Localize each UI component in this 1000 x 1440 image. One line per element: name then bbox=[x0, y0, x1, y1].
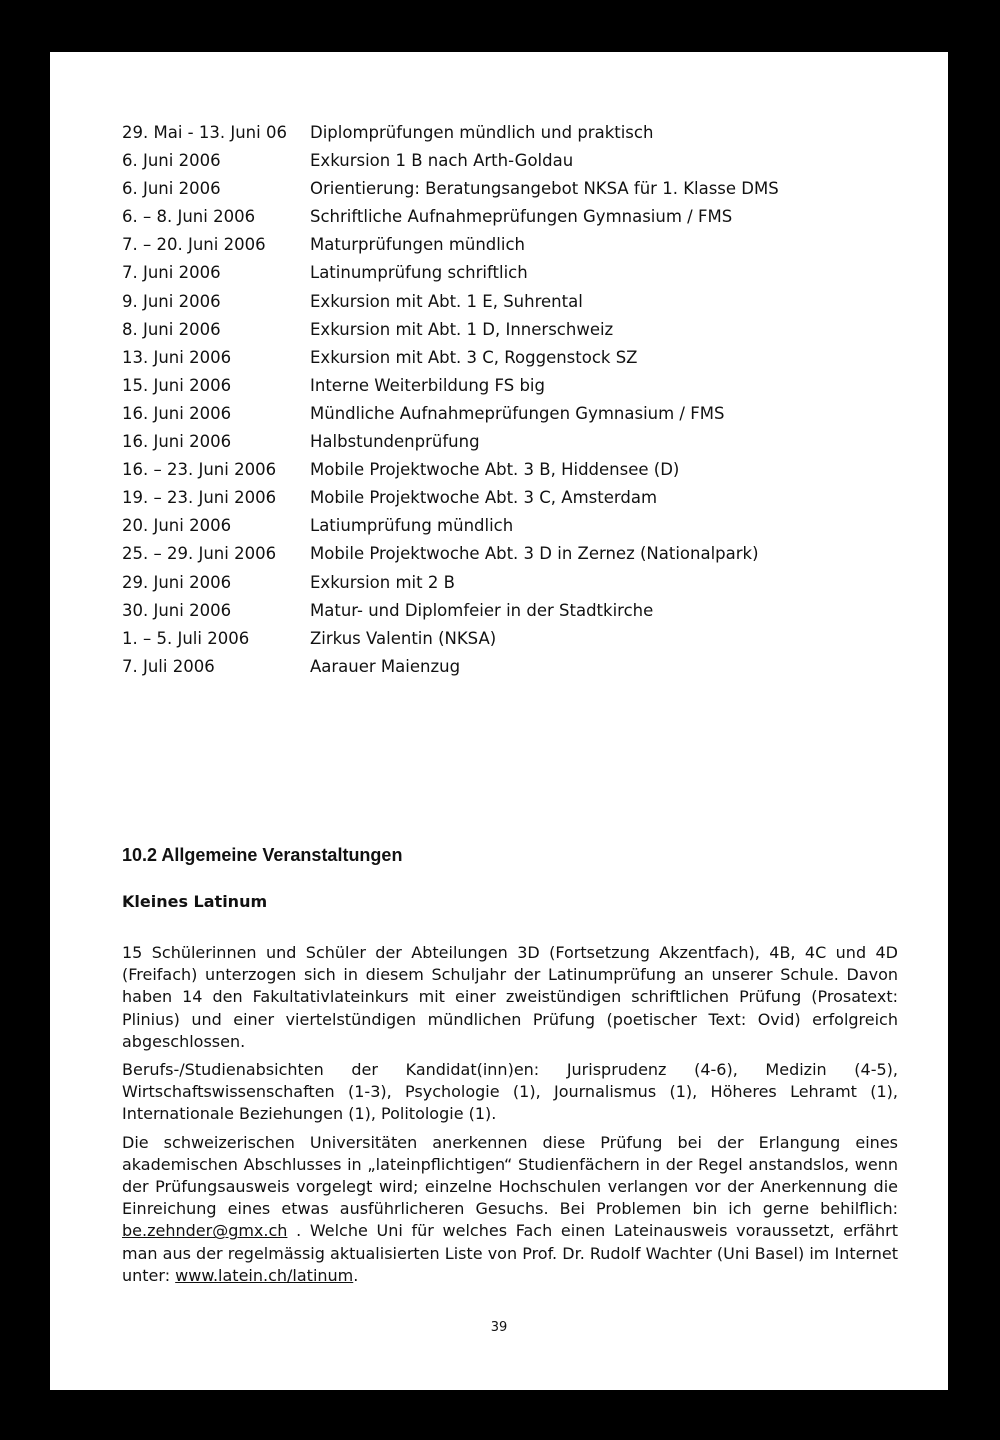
schedule-row bbox=[122, 403, 902, 431]
schedule-row bbox=[122, 628, 902, 656]
schedule-list bbox=[122, 122, 902, 684]
schedule-event: Exkursion mit Abt. 1 E, Suhrental bbox=[310, 291, 583, 311]
schedule-row bbox=[122, 319, 902, 347]
schedule-date: 1. – 5. Juli 2006 bbox=[122, 628, 250, 648]
schedule-event: Mündliche Aufnahmeprüfungen Gymnasium / FMS bbox=[310, 403, 725, 423]
schedule-event: Exkursion 1 B nach Arth-Goldau bbox=[310, 151, 574, 171]
section-heading: 10.2 Allgemeine Veranstaltungen bbox=[122, 845, 403, 865]
schedule-event: Latinumprüfung schriftlich bbox=[310, 263, 528, 283]
schedule-date: 8. Juni 2006 bbox=[122, 319, 221, 339]
schedule-row bbox=[122, 347, 902, 375]
website-link[interactable]: www.latein.ch/latinum bbox=[175, 1265, 354, 1285]
schedule-date: 7. Juli 2006 bbox=[122, 656, 215, 676]
schedule-row bbox=[122, 656, 902, 684]
schedule-row bbox=[122, 234, 902, 262]
schedule-row bbox=[122, 487, 902, 515]
schedule-date: 15. Juni 2006 bbox=[122, 375, 232, 395]
paragraph-recognition bbox=[122, 1132, 898, 1287]
schedule-row bbox=[122, 122, 902, 150]
schedule-date: 29. Mai - 13. Juni 06 bbox=[122, 123, 287, 142]
schedule-date: 16. Juni 2006 bbox=[122, 403, 232, 423]
schedule-row bbox=[122, 178, 902, 206]
schedule-row bbox=[122, 543, 902, 571]
schedule-event: Aarauer Maienzug bbox=[310, 656, 461, 676]
schedule-event: Schriftliche Aufnahmeprüfungen Gymnasium / FMS bbox=[310, 207, 733, 227]
schedule-date: 19. – 23. Juni 2006 bbox=[122, 488, 277, 508]
page-number: 39 bbox=[490, 1320, 508, 1335]
schedule-date: 13. Juni 2006 bbox=[122, 347, 232, 367]
paragraph-text: . Welche Uni für welches Fach einen Lateinausweis voraussetzt, erfährt man aus der regelmässig aktualisierten Liste von Prof. Dr. Rudolf Wachter (Uni Basel) im Internet unter: bbox=[122, 1221, 898, 1285]
paragraph-results: 15 Schülerinnen und Schüler der Abteilungen 3D (Fortsetzung Akzentfach), 4B, 4C und 4D (Freifach) unterzogen sich in diesem Schuljahr der Latinumprüfung an unserer Schule. Davon haben 14 den Fakultativlateinkurs mit einer zweistündigen schriftlichen Prüfung (Prosatext: Plinius) und einer viertelstündigen mündlichen Prüfung (poetischer Text: Ovid) erfolgreich abgeschlossen. bbox=[122, 943, 898, 1051]
paragraph-study-plans: Berufs-/Studienabsichten der Kandidat(inn)en: Jurisprudenz (4-6), Medizin (4-5), Wirtschaftswissenschaften (1-3), Psychologie (1), Journalismus (1), Höheres Lehramt (1), Internationale Beziehungen (1), Politologie (1). bbox=[122, 1060, 898, 1124]
schedule-event: Interne Weiterbildung FS big bbox=[310, 375, 545, 395]
schedule-event: Mobile Projektwoche Abt. 3 D in Zernez (Nationalpark) bbox=[310, 544, 759, 564]
schedule-row bbox=[122, 150, 902, 178]
schedule-row bbox=[122, 459, 902, 487]
schedule-event: Diplomprüfungen mündlich und praktisch bbox=[310, 123, 654, 142]
schedule-row bbox=[122, 206, 902, 234]
schedule-event: Mobile Projektwoche Abt. 3 B, Hiddensee (D) bbox=[310, 460, 680, 480]
schedule-row bbox=[122, 262, 902, 290]
schedule-date: 30. Juni 2006 bbox=[122, 600, 232, 620]
schedule-event: Zirkus Valentin (NKSA) bbox=[310, 628, 497, 648]
paragraph-text: . bbox=[353, 1265, 359, 1285]
schedule-row bbox=[122, 375, 902, 403]
schedule-row bbox=[122, 600, 902, 628]
schedule-date: 7. Juni 2006 bbox=[122, 263, 221, 283]
schedule-event: Exkursion mit 2 B bbox=[310, 572, 455, 592]
paragraph-text: Die schweizerischen Universitäten anerkennen diese Prüfung bei der Erlangung eines akademischen Abschlusses in „lateinpflichtigen“ Studienfächern in der Regel anstandslos, wenn der Prüfungsausweis vorgelegt wird; einzelne Hochschulen verlangen vor der Anerkennung die Einreichung eines etwas ausführlicheren Gesuchs. Bei Problemen bin ich gerne behilflich: bbox=[122, 1132, 898, 1219]
schedule-event: Matur- und Diplomfeier in der Stadtkirche bbox=[310, 600, 654, 620]
schedule-event: Latiumprüfung mündlich bbox=[310, 516, 514, 536]
schedule-row bbox=[122, 291, 902, 319]
schedule-row bbox=[122, 572, 902, 600]
schedule-event: Orientierung: Beratungsangebot NKSA für 1. Klasse DMS bbox=[310, 179, 779, 199]
schedule-event: Exkursion mit Abt. 1 D, Innerschweiz bbox=[310, 319, 614, 339]
email-link[interactable]: be.zehnder@gmx.ch bbox=[122, 1221, 288, 1241]
schedule-row bbox=[122, 431, 902, 459]
schedule-date: 29. Juni 2006 bbox=[122, 572, 232, 592]
schedule-date: 6. Juni 2006 bbox=[122, 179, 221, 199]
schedule-date: 16. Juni 2006 bbox=[122, 432, 232, 452]
body-text bbox=[122, 942, 898, 1293]
schedule-event: Mobile Projektwoche Abt. 3 C, Amsterdam bbox=[310, 488, 658, 508]
schedule-event: Maturprüfungen mündlich bbox=[310, 235, 525, 255]
schedule-date: 16. – 23. Juni 2006 bbox=[122, 460, 277, 480]
schedule-event: Exkursion mit Abt. 3 C, Roggenstock SZ bbox=[310, 347, 638, 367]
schedule-date: 7. – 20. Juni 2006 bbox=[122, 235, 266, 255]
schedule-date: 9. Juni 2006 bbox=[122, 291, 221, 311]
schedule-date: 25. – 29. Juni 2006 bbox=[122, 544, 277, 564]
schedule-date: 20. Juni 2006 bbox=[122, 516, 232, 536]
schedule-row bbox=[122, 515, 902, 543]
schedule-date: 6. – 8. Juni 2006 bbox=[122, 207, 256, 227]
subsection-heading: Kleines Latinum bbox=[122, 892, 268, 911]
schedule-date: 6. Juni 2006 bbox=[122, 151, 221, 171]
document-page bbox=[50, 52, 948, 1390]
schedule-event: Halbstundenprüfung bbox=[310, 432, 480, 452]
